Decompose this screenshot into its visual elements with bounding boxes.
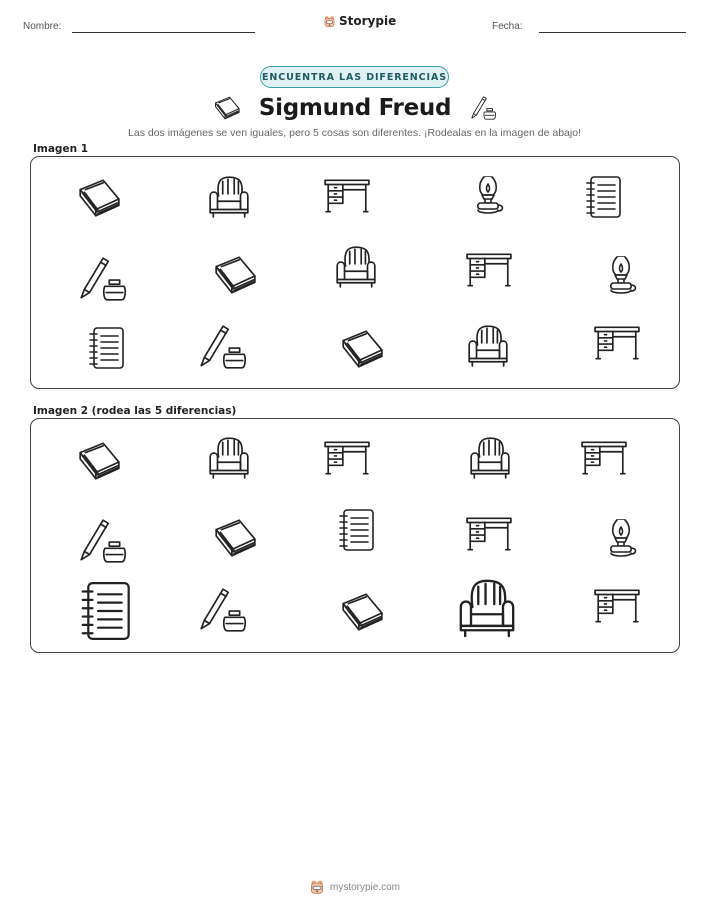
- notebook-icon: [583, 174, 623, 220]
- desk-icon: [580, 438, 628, 478]
- armchair-icon: [206, 173, 252, 219]
- lamp-icon: [471, 173, 505, 221]
- storypie-logo-icon: [309, 879, 325, 895]
- date-label: Fecha:: [492, 21, 523, 32]
- desk-icon: [323, 176, 371, 216]
- image2-label: Imagen 2 (rodea las 5 diferencias): [33, 405, 237, 417]
- pen-ink-icon: [76, 255, 128, 303]
- worksheet-title-row: [200, 90, 510, 126]
- lamp-icon: [604, 253, 638, 301]
- armchair-icon: [467, 434, 513, 480]
- armchair-icon: [206, 434, 252, 480]
- name-label: Nombre:: [23, 21, 62, 32]
- notebook-icon: [336, 507, 376, 553]
- desk-icon: [593, 586, 641, 626]
- name-field-line[interactable]: [72, 32, 255, 33]
- activity-badge: ENCUENTRA LAS DIFERENCIAS: [260, 66, 449, 88]
- pen-ink-icon: [76, 517, 128, 565]
- footer: [0, 879, 709, 895]
- storypie-logo-icon: [323, 15, 336, 28]
- armchair-icon: [455, 575, 519, 639]
- image1-panel[interactable]: [30, 156, 680, 389]
- desk-icon: [465, 250, 513, 290]
- armchair-icon: [465, 322, 511, 368]
- storypie-brand: [323, 14, 396, 28]
- worksheet-title: Sigmund Freud: [258, 95, 452, 121]
- instructions: Las dos imágenes se ven iguales, pero 5 cosas son diferentes. ¡Rodealas en la imagen de abajo!: [128, 127, 581, 139]
- book-icon: [339, 591, 385, 633]
- book-icon: [212, 254, 258, 296]
- book-icon: [212, 517, 258, 559]
- armchair-icon: [333, 243, 379, 289]
- image1-label: Imagen 1: [33, 143, 89, 155]
- book-icon: [339, 328, 385, 370]
- pen-ink-icon: [196, 323, 248, 371]
- brand-name: Storypie: [339, 14, 397, 28]
- image2-panel[interactable]: [30, 418, 680, 653]
- notebook-icon: [77, 579, 133, 643]
- desk-icon: [465, 514, 513, 554]
- book-icon: [76, 177, 122, 219]
- footer-site[interactable]: mystorypie.com: [329, 881, 400, 893]
- book-icon: [213, 94, 241, 122]
- desk-icon: [593, 323, 641, 363]
- pen-ink-icon: [196, 586, 248, 634]
- notebook-icon: [86, 325, 126, 371]
- date-field-line[interactable]: [539, 32, 686, 33]
- book-icon: [76, 440, 122, 482]
- desk-icon: [323, 438, 371, 478]
- lamp-icon: [604, 516, 638, 564]
- pen-ink-icon: [469, 94, 497, 122]
